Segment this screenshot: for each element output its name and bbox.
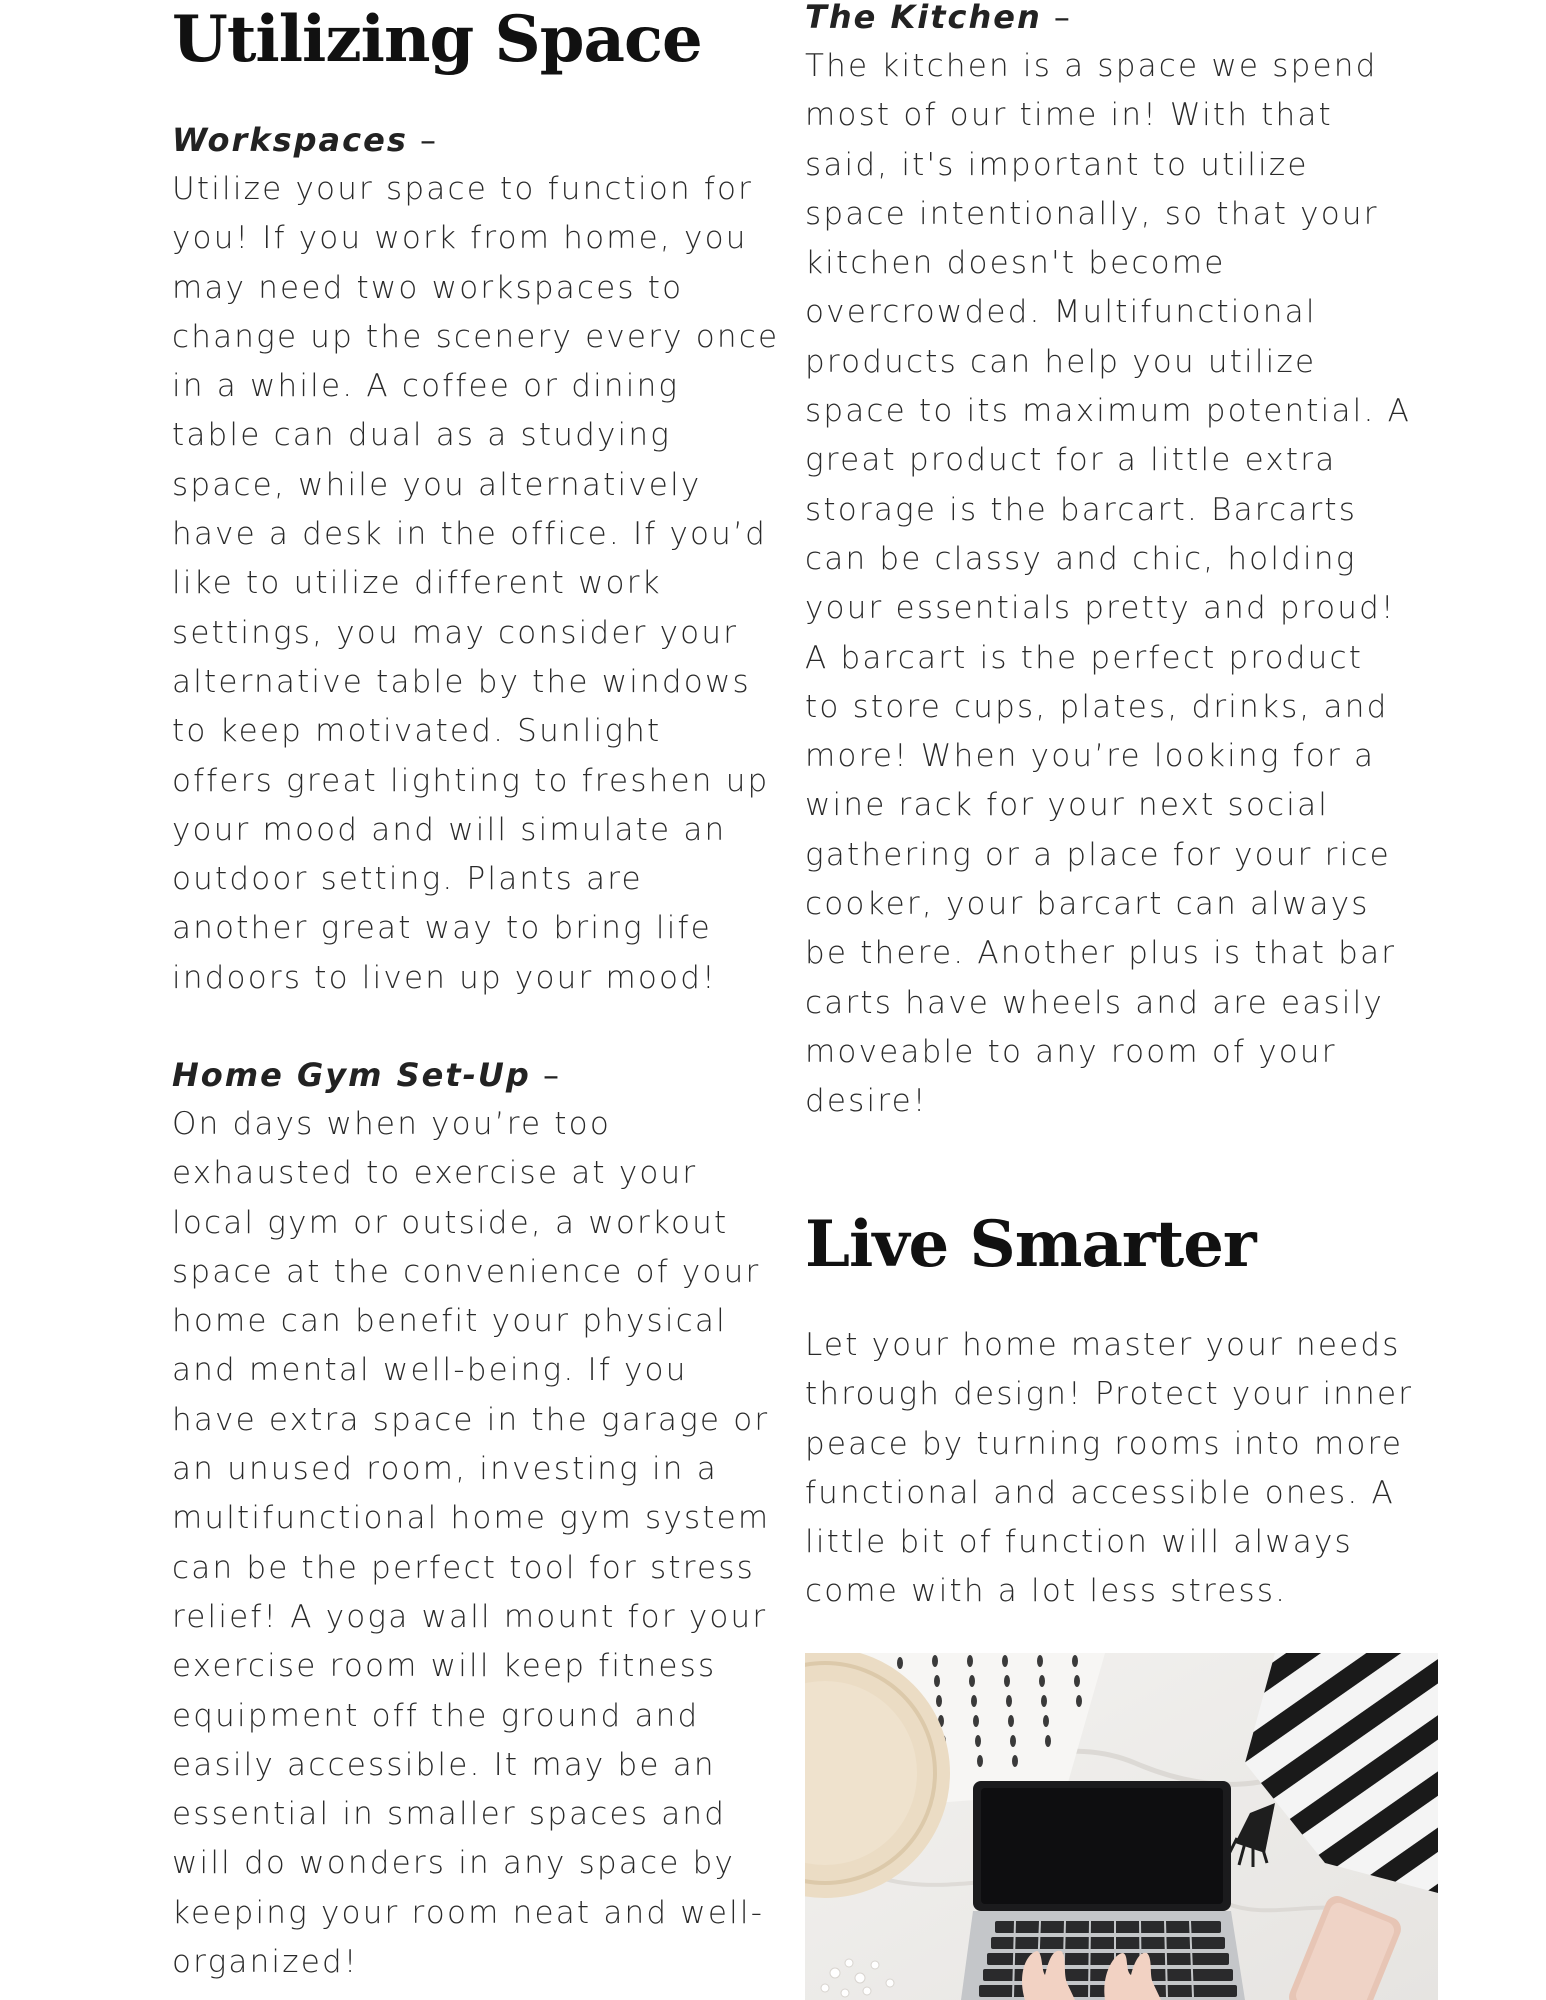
workspaces-body-line: settings, you may consider your: [172, 614, 739, 651]
workspaces-heading: [172, 116, 779, 165]
live-smarter-body-line: functional and accessible ones. A: [805, 1474, 1395, 1511]
heading-dash: –: [407, 121, 439, 159]
kitchen-section: [805, 0, 1411, 1127]
gym-body-line: space at the convenience of your: [172, 1253, 761, 1290]
gym-body-line: can be the perfect tool for stress: [172, 1549, 755, 1586]
gym-body-line: exercise room will keep fitness: [172, 1648, 717, 1685]
kitchen-body-line: moveable to any room of your: [805, 1033, 1337, 1070]
section-title-live-smarter: Live Smarter: [805, 1207, 1256, 1282]
gym-body-line: easily accessible. It may be an: [172, 1746, 716, 1783]
live-smarter-body: [805, 1321, 1413, 1617]
gym-body-line: local gym or outside, a workout: [172, 1204, 729, 1241]
workspaces-body-line: to keep motivated. Sunlight: [172, 713, 662, 750]
kitchen-body-line: wine rack for your next social: [805, 787, 1330, 824]
kitchen-body: [805, 42, 1411, 1127]
kitchen-heading: [805, 0, 1411, 42]
workspaces-body-line: alternative table by the windows: [172, 663, 751, 700]
kitchen-body-line: space intentionally, so that your: [805, 195, 1379, 232]
workspaces-body-line: another great way to bring life: [172, 910, 712, 947]
gym-body-line: equipment off the ground and: [172, 1697, 700, 1734]
workspaces-section: [172, 116, 779, 1003]
kitchen-body-line: more! When you’re looking for a: [805, 738, 1376, 775]
gym-body-line: On days when you’re too: [172, 1106, 611, 1142]
workspaces-body-line: in a while. A coffee or dining: [172, 368, 680, 405]
kitchen-body-line: kitchen doesn't become: [805, 245, 1226, 282]
kitchen-body-line: products can help you utilize: [805, 343, 1317, 380]
gym-heading-label: Home Gym Set-Up: [172, 1056, 531, 1094]
workspaces-body-line: space, while you alternatively: [172, 466, 702, 503]
kitchen-body-line: The kitchen is a space we spend: [805, 48, 1378, 84]
kitchen-body-line: overcrowded. Multifunctional: [805, 294, 1317, 331]
kitchen-body-line: said, it's important to utilize: [805, 146, 1309, 183]
gym-body: [172, 1100, 770, 1987]
workspaces-body-line: your mood and will simulate an: [172, 811, 727, 848]
workspaces-body-line: outdoor setting. Plants are: [172, 861, 643, 898]
gym-body-line: relief! A yoga wall mount for your: [172, 1598, 768, 1635]
workspaces-body-line: table can dual as a studying: [172, 417, 671, 454]
kitchen-body-line: space to its maximum potential. A: [805, 393, 1412, 430]
live-smarter-body-line: come with a lot less stress.: [805, 1573, 1288, 1610]
kitchen-body-line: your essentials pretty and proud!: [805, 590, 1396, 627]
gym-body-line: exhausted to exercise at your: [172, 1155, 698, 1192]
kitchen-body-line: can be classy and chic, holding: [805, 540, 1357, 577]
workspaces-body-line: Utilize your space to function for: [172, 171, 754, 207]
gym-body-line: organized!: [172, 1944, 359, 1981]
workspaces-body: [172, 165, 779, 1003]
live-smarter-body-line: little bit of function will always: [805, 1524, 1353, 1561]
gym-body-line: keeping your room neat and well-: [172, 1894, 765, 1931]
workspaces-heading-label: Workspaces: [172, 121, 408, 159]
workspaces-body-line: may need two workspaces to: [172, 269, 684, 306]
kitchen-body-line: storage is the barcart. Barcarts: [805, 491, 1358, 528]
live-smarter-body-line: through design! Protect your inner: [805, 1376, 1414, 1413]
gym-body-line: an unused room, investing in a: [172, 1451, 718, 1488]
workspaces-body-line: have a desk in the office. If you’d: [172, 516, 767, 553]
workspaces-body-line: offers great lighting to freshen up: [172, 762, 770, 799]
kitchen-body-line: most of our time in! With that: [805, 97, 1333, 134]
kitchen-body-line: great product for a little extra: [805, 442, 1337, 479]
gym-heading: [172, 1051, 770, 1100]
live-smarter-body-line: peace by turning rooms into more: [805, 1425, 1404, 1462]
workspaces-body-line: indoors to liven up your mood!: [172, 959, 717, 996]
laptop-on-bed-photo: [805, 1653, 1438, 2000]
laptop-icon: [961, 1781, 1245, 2000]
photo-illustration: [805, 1653, 1438, 2000]
workspaces-body-line: change up the scenery every once: [172, 318, 780, 355]
gym-body-line: have extra space in the garage or: [172, 1401, 770, 1438]
heading-dash: –: [530, 1056, 561, 1094]
kitchen-body-line: to store cups, plates, drinks, and: [805, 688, 1389, 725]
gym-section: [172, 1051, 770, 1987]
gym-body-line: will do wonders in any space by: [172, 1845, 735, 1882]
gym-body-line: essential in smaller spaces and: [172, 1796, 727, 1833]
kitchen-body-line: A barcart is the perfect product: [805, 639, 1364, 676]
kitchen-body-line: gathering or a place for your rice: [805, 836, 1391, 873]
workspaces-body-line: you! If you work from home, you: [172, 220, 748, 257]
section-title-utilizing-space: Utilizing Space: [172, 2, 702, 77]
kitchen-body-line: be there. Another plus is that bar: [805, 935, 1397, 972]
kitchen-body-line: desire!: [805, 1083, 928, 1120]
kitchen-body-line: carts have wheels and are easily: [805, 984, 1384, 1021]
gym-body-line: multifunctional home gym system: [172, 1500, 771, 1537]
live-smarter-body-line: Let your home master your needs: [805, 1327, 1401, 1363]
gym-body-line: home can benefit your physical: [172, 1303, 727, 1340]
heading-dash: –: [1041, 0, 1072, 36]
gym-body-line: and mental well-being. If you: [172, 1352, 688, 1389]
kitchen-body-line: cooker, your barcart can always: [805, 886, 1370, 923]
workspaces-body-line: like to utilize different work: [172, 565, 662, 602]
kitchen-heading-label: The Kitchen: [805, 0, 1042, 36]
